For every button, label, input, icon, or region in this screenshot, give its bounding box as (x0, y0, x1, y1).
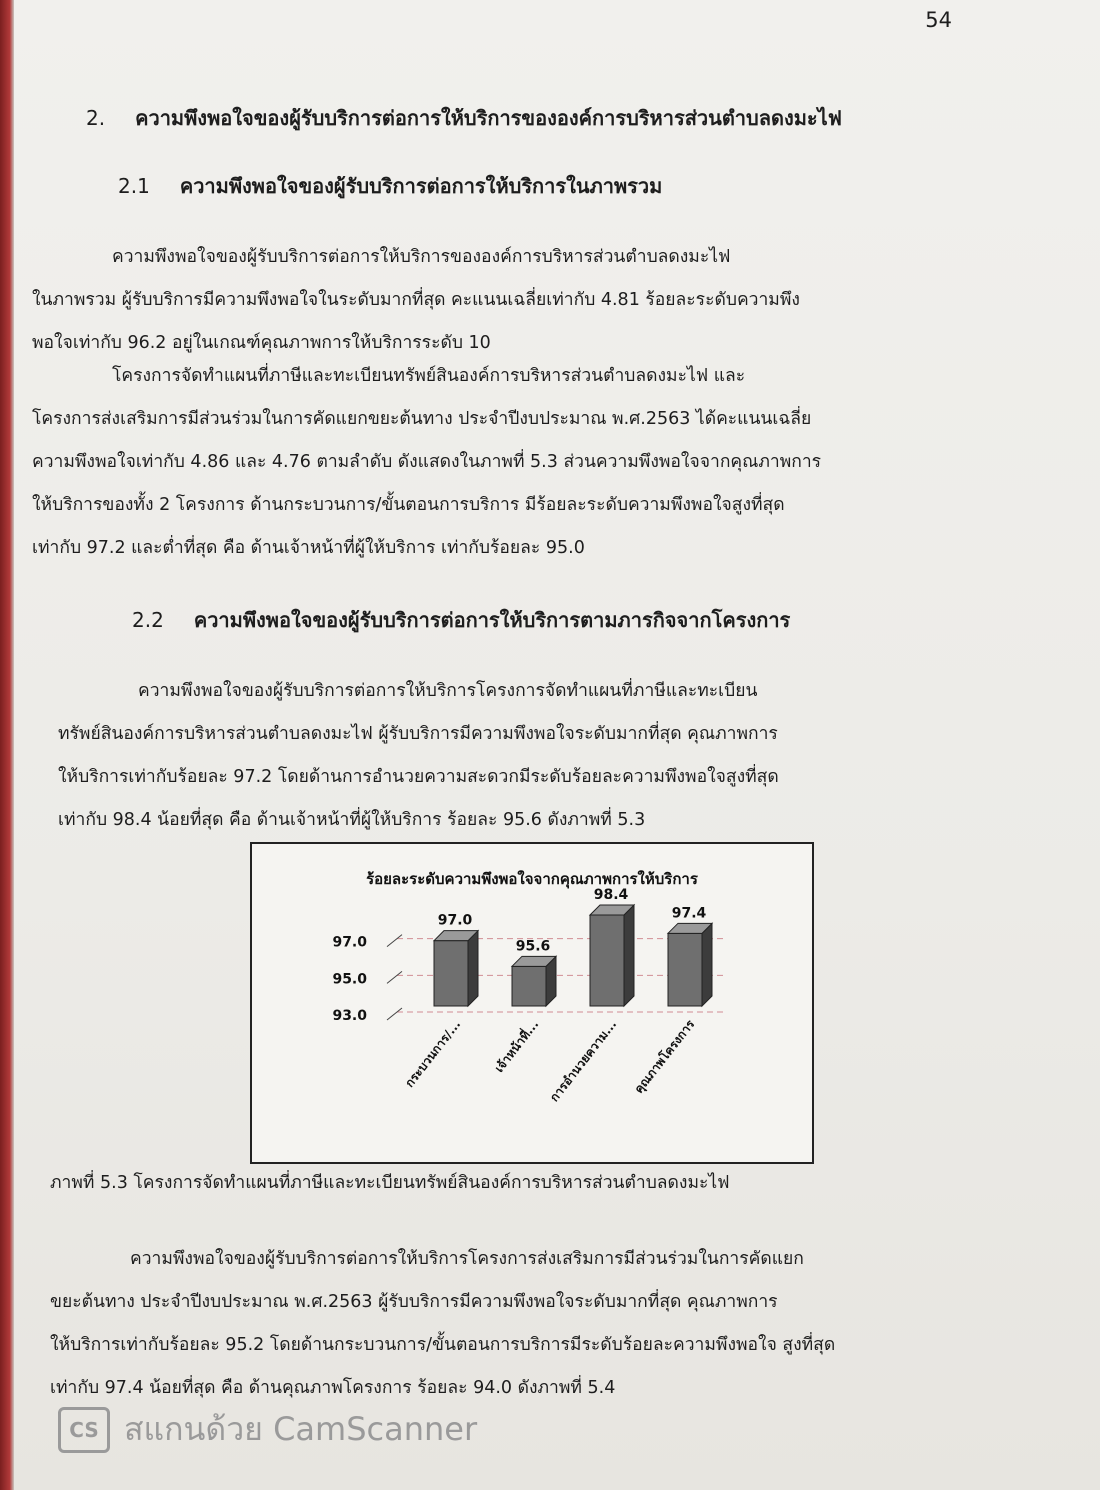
paragraph-line: ให้บริการของทั้ง 2 โครงการ ด้านกระบวนการ/ขั้นตอนการบริการ มีร้อยละระดับความพึงพอใจสูงที่สุด (32, 495, 785, 515)
subsection-title-1: ความพึงพอใจของผู้รับบริการต่อการให้บริการในภาพรวม (179, 174, 663, 198)
chart-data-label: 98.4 (593, 887, 629, 903)
chart-canvas (252, 844, 812, 1162)
chart-category-label: คุณภาพโครงการ (631, 1017, 698, 1096)
chart-data-label: 95.6 (515, 938, 551, 955)
subsection-heading-1 (118, 170, 662, 202)
paragraph-line: ทรัพย์สินองค์การบริหารส่วนตำบลดงมะไฟ ผู้รับบริการมีความพึงพอใจระดับมากที่สุด คุณภาพการ (58, 724, 778, 744)
paragraph-waste-project (50, 1238, 835, 1410)
chart-ytick-label: 93.0 (332, 1008, 367, 1024)
paragraph-overall (32, 236, 800, 365)
subsection-heading-2 (132, 604, 790, 636)
chart-tick-mark (387, 1008, 402, 1020)
paragraph-line: ความพึงพอใจเท่ากับ 4.86 และ 4.76 ตามลำดับ ดังแสดงในภาพที่ 5.3 ส่วนความพึงพอใจจากคุณภาพการ (32, 452, 822, 472)
paragraph-line: เท่ากับ 97.2 และต่ำที่สุด คือ ด้านเจ้าหน้าที่ผู้ให้บริการ เท่ากับร้อยละ 95.0 (32, 538, 585, 558)
subsection-number-2: 2.2 (132, 608, 164, 632)
camscanner-logo-icon: CS (58, 1407, 110, 1453)
chart-tick-mark (387, 935, 402, 947)
chart-data-label: 97.4 (671, 905, 707, 922)
section-number: 2. (86, 106, 106, 130)
paragraph-line: ความพึงพอใจของผู้รับบริการต่อการให้บริการโครงการจัดทำแผนที่ภาษีและทะเบียน (138, 681, 758, 701)
chart-category-label: การอำนวยความ... (547, 1017, 620, 1105)
paragraph-tax-map-project (58, 670, 779, 842)
chart-tick-mark (387, 971, 402, 983)
chart-data-label: 97.0 (437, 912, 473, 929)
section-title: ความพึงพอใจของผู้รับบริการต่อการให้บริการขององค์การบริหารส่วนตำบลดงมะไฟ (135, 106, 842, 130)
chart-title: ร้อยละระดับความพึงพอใจจากคุณภาพการให้บริการ (366, 870, 698, 888)
chart-bar (512, 966, 546, 1006)
chart-category-label: กระบวนการ/... (402, 1017, 464, 1090)
chart-bar-side (624, 905, 634, 1006)
paragraph-line: ความพึงพอใจของผู้รับบริการต่อการให้บริการโครงการส่งเสริมการมีส่วนร่วมในการคัดแยก (130, 1249, 804, 1269)
paragraph-line: เท่ากับ 97.4 น้อยที่สุด คือ ด้านคุณภาพโครงการ ร้อยละ 94.0 ดังภาพที่ 5.4 (50, 1378, 616, 1398)
document-page (14, 0, 1100, 1490)
subsection-number-1: 2.1 (118, 174, 150, 198)
paragraph-line: เท่ากับ 98.4 น้อยที่สุด คือ ด้านเจ้าหน้าที่ผู้ให้บริการ ร้อยละ 95.6 ดังภาพที่ 5.3 (58, 810, 646, 830)
chart-ytick-label: 97.0 (332, 934, 367, 951)
paragraph-line: ให้บริการเท่ากับร้อยละ 95.2 โดยด้านกระบวนการ/ขั้นตอนการบริการมีระดับร้อยละความพึงพอใจ สูงที่สุด (50, 1335, 836, 1355)
satisfaction-chart (250, 842, 814, 1164)
paragraph-line: โครงการจัดทำแผนที่ภาษีและทะเบียนทรัพย์สินองค์การบริหารส่วนตำบลดงมะไฟ และ (112, 366, 746, 386)
paragraph-line: ความพึงพอใจของผู้รับบริการต่อการให้บริการขององค์การบริหารส่วนตำบลดงมะไฟ (112, 247, 731, 267)
paragraph-line: พอใจเท่ากับ 96.2 อยู่ในเกณฑ์คุณภาพการให้บริการระดับ 10 (32, 333, 491, 353)
paragraph-projects (32, 355, 821, 570)
chart-category-label: เจ้าหน้าที่... (491, 1017, 542, 1075)
chart-bar (590, 915, 624, 1006)
paragraph-line: โครงการส่งเสริมการมีส่วนร่วมในการคัดแยกขยะต้นทาง ประจำปีงบประมาณ พ.ศ.2563 ได้คะแนนเฉลี่ย (32, 409, 812, 429)
book-spine (0, 0, 14, 1490)
chart-bar (434, 941, 468, 1006)
paragraph-line: ให้บริการเท่ากับร้อยละ 97.2 โดยด้านการอำนวยความสะดวกมีระดับร้อยละความพึงพอใจสูงที่สุด (58, 767, 779, 787)
page-number: 54 (925, 8, 952, 32)
figure-caption: ภาพที่ 5.3 โครงการจัดทำแผนที่ภาษีและทะเบียนทรัพย์สินองค์การบริหารส่วนตำบลดงมะไฟ (50, 1173, 730, 1193)
section-heading (86, 102, 842, 134)
chart-bar-side (468, 931, 478, 1006)
camscanner-watermark (58, 1404, 477, 1455)
paragraph-line: ในภาพรวม ผู้รับบริการมีความพึงพอใจในระดับมากที่สุด คะแนนเฉลี่ยเท่ากับ 4.81 ร้อยละระดับความพึง (32, 290, 800, 310)
watermark-text: สแกนด้วย CamScanner (124, 1410, 478, 1448)
subsection-title-2: ความพึงพอใจของผู้รับบริการต่อการให้บริการตามภารกิจจากโครงการ (193, 608, 791, 632)
chart-ytick-label: 95.0 (332, 971, 367, 988)
chart-bar (668, 933, 702, 1006)
chart-bar-side (702, 923, 712, 1006)
paragraph-line: ขยะต้นทาง ประจำปีงบประมาณ พ.ศ.2563 ผู้รับบริการมีความพึงพอใจระดับมากที่สุด คุณภาพการ (50, 1292, 778, 1312)
